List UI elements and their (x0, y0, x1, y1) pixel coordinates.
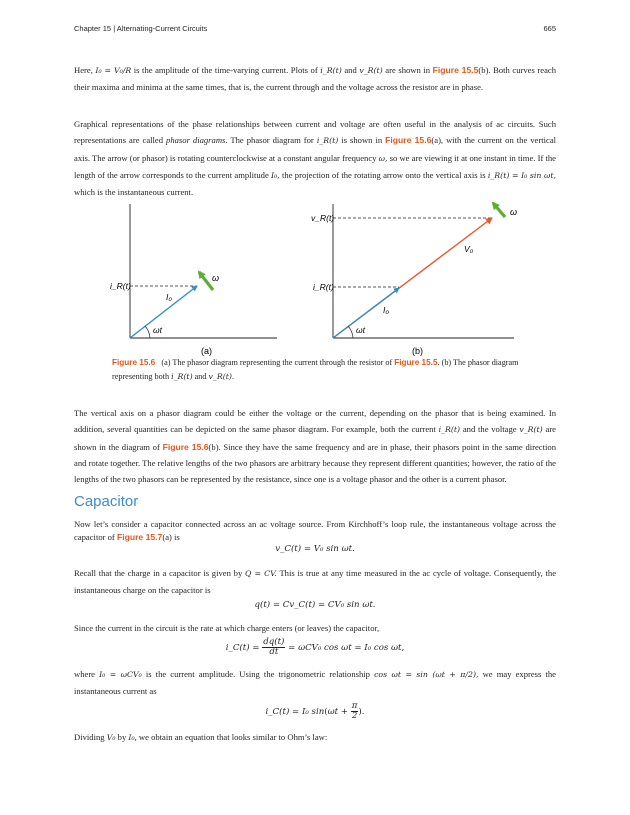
paragraph-charge: Recall that the charge in a capacitor is given by Q = CV. This is true at any time measured in the ac cycle of voltage. Consequently, the instantaneous charge on the capacitor is (74, 568, 557, 596)
math-inline: I₀ = V₀/R (95, 66, 132, 75)
omega-label: ω (212, 273, 220, 283)
math-inline: cos ωt = sin (ωt + π/2), (374, 670, 479, 679)
phasor-diagram-b (311, 203, 517, 356)
i-r-label: i_R(t) (110, 281, 131, 291)
paragraph-current-amplitude: where I₀ = ωCV₀ is the current amplitude. Using the trigonometric relationship cos ωt = sin (ωt + π/2), we may express the instantaneous current as (74, 669, 556, 697)
figure-link[interactable]: Figure 15.6 (385, 135, 432, 146)
angle-arc (145, 326, 150, 338)
current-phasor-arrow (333, 288, 399, 338)
equation-capacitor-charge: q(t) = Cv_C(t) = CV₀ sin ωt. (254, 600, 376, 610)
panel-a-label: (a) (201, 346, 212, 356)
paragraph-current-rate: Since the current in the circuit is the rate at which charge enters (or leaves) the capacitor, (74, 623, 380, 633)
math-inline: i_R(t) (320, 66, 342, 75)
math-inline: v_R(t) (519, 425, 543, 435)
page-number: 665 (543, 24, 556, 33)
math-inline: i_R(t) (438, 425, 461, 435)
omega-t-label: ωt (356, 325, 365, 335)
current-phasor-arrow (130, 286, 197, 338)
angle-arc (348, 326, 353, 338)
omega-label: ω (510, 207, 518, 217)
math-inline: v_R(t) (359, 66, 383, 75)
math-inline: i_R(t) = I₀ sin ωt, (487, 170, 556, 180)
figure-link[interactable]: Figure 15.5 (432, 65, 479, 75)
panel-b-label: (b) (412, 346, 423, 356)
math-inline: I₀ = ωCV₀ (99, 670, 142, 679)
math-inline: v_R(t) (208, 372, 232, 381)
math-inline: I₀, (271, 170, 280, 180)
math-inline: i_R(t) (171, 372, 193, 381)
phasor-diagram-a (110, 204, 277, 356)
v-r-label: v_R(t) (311, 213, 335, 223)
i0-label: I₀ (166, 292, 172, 302)
fraction: $\frac{\pi}{2}$ (351, 701, 358, 721)
i0-label: I₀ (383, 305, 389, 315)
omega-t-label: ωt (153, 325, 162, 335)
omega-rotation-arrow (493, 203, 505, 217)
math-inline: I₀ (128, 733, 135, 742)
equation-capacitor-current: i_C(t) = $\frac{dq(t)}{dt}$ = ωCV₀ cos ωt = I₀ cos ωt, (225, 637, 405, 657)
math-inline: ω, (378, 153, 388, 163)
v0-label: V₀ (464, 244, 474, 254)
math-inline: i_R(t) (316, 136, 339, 146)
math-inline: Q = CV. (245, 569, 277, 578)
figure-link[interactable]: Figure 15.5 (394, 358, 438, 367)
equation-capacitor-voltage: v_C(t) = V₀ sin ωt. (275, 544, 355, 554)
omega-rotation-arrow (199, 272, 213, 290)
figure-link[interactable]: Figure 15.6 (162, 441, 209, 452)
figure-caption-label: Figure 15.6 (112, 358, 156, 367)
section-heading-capacitor: Capacitor (74, 493, 139, 510)
i-r-label: i_R(t) (313, 282, 334, 292)
figure-link[interactable]: Figure 15.7 (116, 531, 163, 542)
paragraph-ohms-law-intro: Dividing V₀ by I₀, we obtain an equation that looks similar to Ohm’s law: (74, 732, 328, 742)
paragraph-phasor-intro: Graphical representations of the phase relationships between current and voltage are often useful in the analysis of ac circuits. Such representations are called phasor diagrams. The phasor diagram for i_R(t) is shown in Figure 15.6(a), with the current on the vertical axis. The arrow (or phasor) is rotating counterclockwise at a constant angular frequency ω, so we are viewing it at one instant in time. If the length of the arrow corresponds to the current amplitude I₀, the projection of the rotating arrow onto the vertical axis is i_R(t) = I₀ sin ωt, which is the instantaneous current. (74, 119, 557, 198)
fraction: $\frac{dq(t)}{dt}$ (263, 637, 285, 657)
running-header-chapter: Chapter 15 | Alternating-Current Circuits (74, 24, 208, 33)
paragraph-phasor-axes: The vertical axis on a phasor diagram could be either the voltage or the current, depending on the phasor that is being examined. In addition, several quantities can be depicted on the same phasor diagram. For example, both the current i_R(t) and the voltage v_R(t) are shown in the diagram of Figure 15.6(b). Since they have the same frequency and are in phase, their phasors point in the same direction and rotate together. The relative lengths of the two phasors are arbitrary because they represent different quantities; however, the ratio of the lengths of the two phasors can be represented by the resistance, since one is a voltage phasor and the other is a current phasor. (74, 408, 556, 485)
math-inline: V₀ (106, 733, 116, 742)
equation-capacitor-current-sine: i_C(t) = I₀ sin(ωt + $\frac{\pi}{2}$ ). (265, 701, 365, 721)
paragraph-amplitude: Here, I₀ = V₀/R is the amplitude of the time-varying current. Plots of i_R(t) and v_R(t) are shown in Figure 15.5(b). Both curves reach their maxima and minima at the same times, that is, the current through and the voltage across the resistor are in phase. (74, 65, 556, 93)
paragraph-capacitor-intro: Now let’s consider a capacitor connected across an ac voltage source. From Kirchhoff’s loop rule, the instantaneous voltage across the capacitor of Figure 15.7(a) is (74, 519, 556, 542)
figure-caption: Figure 15.6 (a) The phasor diagram representing the current through the resistor of Figure 15.5. (b) The phasor diagram representing both i_R(t) and v_R(t). (112, 358, 519, 381)
figure-15-6-phasor-diagrams (100, 196, 530, 362)
